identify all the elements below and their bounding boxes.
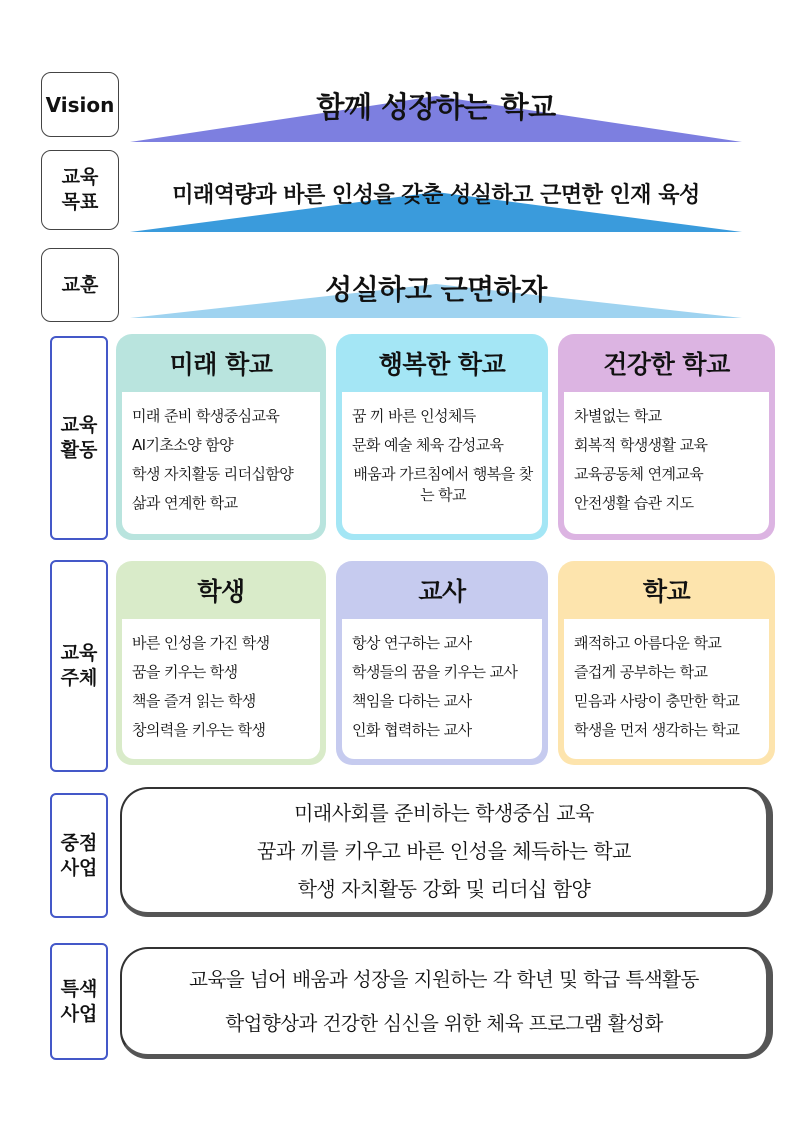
list-item: 미래 준비 학생중심교육 [132, 407, 280, 425]
special-item: 학업향상과 건강한 심신을 위한 체육 프로그램 활성화 [225, 1011, 663, 1035]
list-item: 쾌적하고 아름다운 학교 [574, 634, 722, 652]
goal-banner [130, 172, 742, 234]
list-item: 바른 인성을 가진 학생 [132, 634, 270, 652]
list-item: 꿈을 키우는 학생 [132, 663, 238, 681]
card-title: 학교 [642, 577, 691, 606]
motto-label [41, 248, 119, 322]
list-item: 삶과 연계한 학교 [132, 494, 238, 512]
subject-label-line-1: 교육 [60, 642, 98, 665]
focus-item: 학생 자치활동 강화 및 리더십 함양 [297, 876, 591, 901]
activity-card-future [116, 334, 326, 540]
special-label [50, 943, 108, 1060]
card-body [564, 619, 769, 759]
activity-card-happy [336, 334, 548, 540]
list-item: 학생 자치활동 리더십함양 [132, 465, 294, 483]
card-body [564, 392, 769, 534]
focus-label-line-2: 사업 [60, 856, 98, 879]
special-label-line-2: 사업 [60, 1002, 98, 1025]
list-item: 책을 즐겨 읽는 학생 [132, 692, 256, 710]
card-title: 교사 [418, 577, 466, 606]
motto-label-text: 교훈 [61, 273, 99, 296]
focus-item: 꿈과 끼를 키우고 바른 인성을 체득하는 학교 [257, 838, 631, 863]
list-item: 학생을 먼저 생각하는 학교 [574, 721, 740, 739]
list-item: 창의력을 키우는 학생 [132, 721, 266, 739]
subject-label-line-2: 주체 [60, 667, 98, 689]
subject-card-student [116, 561, 326, 765]
list-item: 안전생활 습관 지도 [574, 494, 694, 512]
activity-label [50, 336, 108, 540]
vision-banner [130, 80, 742, 146]
list-item: 배움과 가르침에서 행복을 찾는 학교 [353, 465, 533, 504]
card-title: 건강한 학교 [603, 350, 730, 379]
list-item: 즐겁게 공부하는 학교 [574, 663, 708, 681]
focus-label-line-1: 중점 [60, 831, 98, 854]
focus-box [120, 787, 773, 917]
special-label-line-1: 특색 [60, 977, 98, 1000]
subject-card-teacher [336, 561, 548, 765]
special-box [120, 947, 773, 1059]
subject-label [50, 560, 108, 772]
card-title: 학생 [197, 577, 245, 606]
card-body [122, 392, 320, 534]
list-item: 책임을 다하는 교사 [352, 692, 472, 710]
list-item: 차별없는 학교 [574, 407, 662, 425]
focus-item: 미래사회를 준비하는 학생중심 교육 [294, 800, 594, 825]
list-item: 학생들의 꿈을 키우는 교사 [352, 663, 518, 681]
vision-label [41, 72, 119, 137]
goal-label-line-2: 목표 [61, 191, 99, 213]
special-item: 교육을 넘어 배움과 성장을 지원하는 각 학년 및 학급 특색활동 [189, 967, 699, 991]
card-body [342, 392, 542, 534]
list-item: 교육공동체 연계교육 [574, 465, 704, 483]
list-item: 꿈 끼 바른 인성체득 [352, 407, 476, 425]
list-item: 문화 예술 체육 감성교육 [352, 436, 504, 454]
focus-label [50, 793, 108, 918]
card-body [342, 619, 542, 759]
vision-text: 함께 성장하는 학교 [316, 90, 556, 124]
card-title: 미래 학교 [169, 350, 273, 379]
list-item: 믿음과 사랑이 충만한 학교 [574, 692, 740, 710]
list-item: AI기초소양 함양 [132, 436, 233, 454]
list-item: 인화 협력하는 교사 [352, 721, 472, 739]
motto-banner [130, 262, 742, 320]
goal-label [41, 150, 119, 230]
goal-label-line-1: 교육 [61, 166, 99, 189]
vision-label-text: Vision [45, 92, 115, 117]
activity-card-healthy [558, 334, 775, 540]
card-body [122, 619, 320, 759]
goal-text: 미래역량과 바른 인성을 갖춘 성실하고 근면한 인재 육성 [172, 183, 700, 208]
activity-label-line-1: 교육 [60, 414, 98, 437]
list-item: 회복적 학생생활 교육 [574, 436, 708, 454]
subject-card-school [558, 561, 775, 765]
list-item: 항상 연구하는 교사 [352, 634, 472, 652]
motto-text: 성실하고 근면하자 [325, 273, 547, 306]
activity-label-line-2: 활동 [60, 439, 98, 461]
card-title: 행복한 학교 [378, 350, 506, 379]
